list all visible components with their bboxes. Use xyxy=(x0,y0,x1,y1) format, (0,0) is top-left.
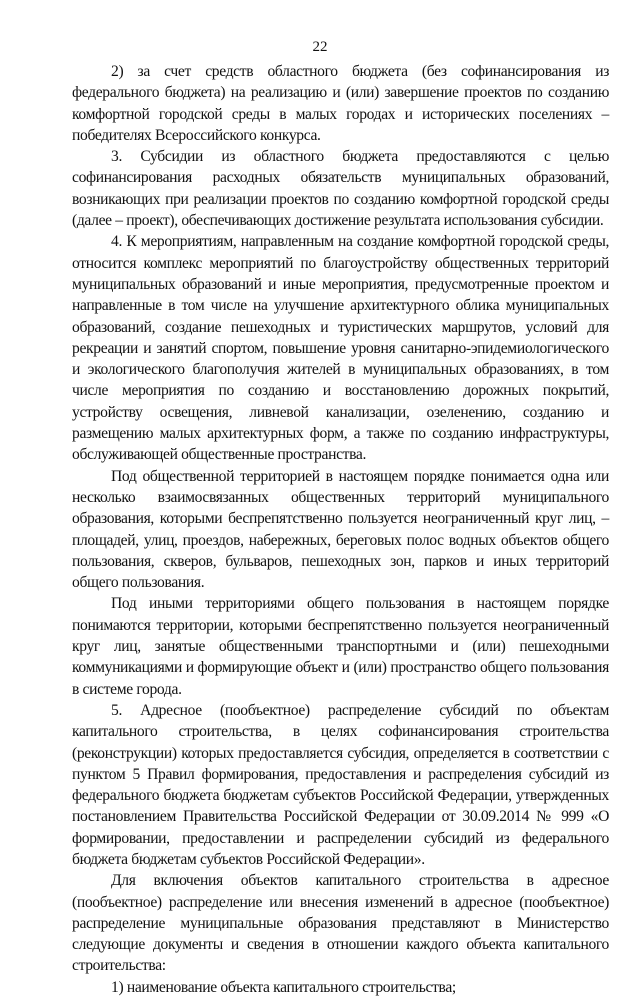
paragraph-section-4: 4. К мероприятиям, направленным на создание комфортной городской среды, относится комплекс мероприятий по благоустройству общественных территорий муниципальных образований и иные мероприятия, предусмотренные проектом и направленные в том числе на улучшение архитектурного облика муниципальных образований, создание пешеходных и туристических маршрутов, условий для рекреации и занятий спортом, повышение уровня санитарно-эпидемиологического и экологического благополучия жителей в муниципальных образованиях, в том числе мероприятия по созданию и восстановлению дорожных покрытий, устройству освещения, ливневой канализации, озеленению, созданию и размещению малых архитектурных форм, а также по созданию инфраструктуры, обслуживающей общественные пространства. xyxy=(72,233,609,464)
page-number: 22 xyxy=(312,39,328,55)
paragraph-inclusion-requirements: Для включения объектов капитального строительства в адресное (пообъектное) распределение или внесения изменений в адресное (пообъектное) распределение муниципальные образования представляют в Министерство следующие документы и сведения в отношении каждого объекта капитального строительства: xyxy=(72,872,609,975)
paragraph-public-territory-definition: Под общественной территорией в настоящем порядке понимается одна или несколько взаимосвязанных общественных территорий муниципального образования, которыми беспрепятственно пользуется неограниченный круг лиц, – площадей, улиц, проездов, набережных, береговых полос водных объектов общего пользования, скверов, бульваров, пешеходных зон, парков и иных территорий общего пользования. xyxy=(72,467,609,592)
paragraph-other-territories-definition: Под иными территориями общего пользования в настоящем порядке понимаются территории, которыми беспрепятственно пользуется неограниченный круг лиц, занятые общественными транспортными и (или) пешеходными коммуникациями и формирующие объект и (или) пространство общего пользования в системе города. xyxy=(72,595,609,698)
paragraph-list-item-1: 1) наименование объекта капитального строительства; xyxy=(111,978,456,996)
document-body xyxy=(72,61,609,998)
paragraph-section-5: 5. Адресное (пообъектное) распределение субсидий по объектам капитального строительства, в целях софинансирования строительства (реконструкции) которых предоставляется субсидия, определяется в соответствии с пунктом 5 Правил формирования, предоставления и распределения субсидий из федерального бюджета бюджетам субъектов Российской Федерации, утвержденных постановлением Правительства Российской Федерации от 30.09.2014 № 999 «О формировании, предоставлении и распределении субсидий из федерального бюджета бюджетам субъектов Российской Федерации». xyxy=(72,701,609,868)
paragraph-item-2: 2) за счет средств областного бюджета (без софинансирования из федерального бюджета) на реализацию и (или) завершение проектов по созданию комфортной городской среды в малых городах и исторических поселениях – победителях Всероссийского конкурса. xyxy=(72,63,609,144)
paragraph-section-3: 3. Субсидии из областного бюджета предоставляются с целью софинансирования расходных обязательств муниципальных образований, возникающих при реализации проектов по созданию комфортной городской среды (далее – проект), обеспечивающих достижение результата использования субсидии. xyxy=(72,148,609,230)
